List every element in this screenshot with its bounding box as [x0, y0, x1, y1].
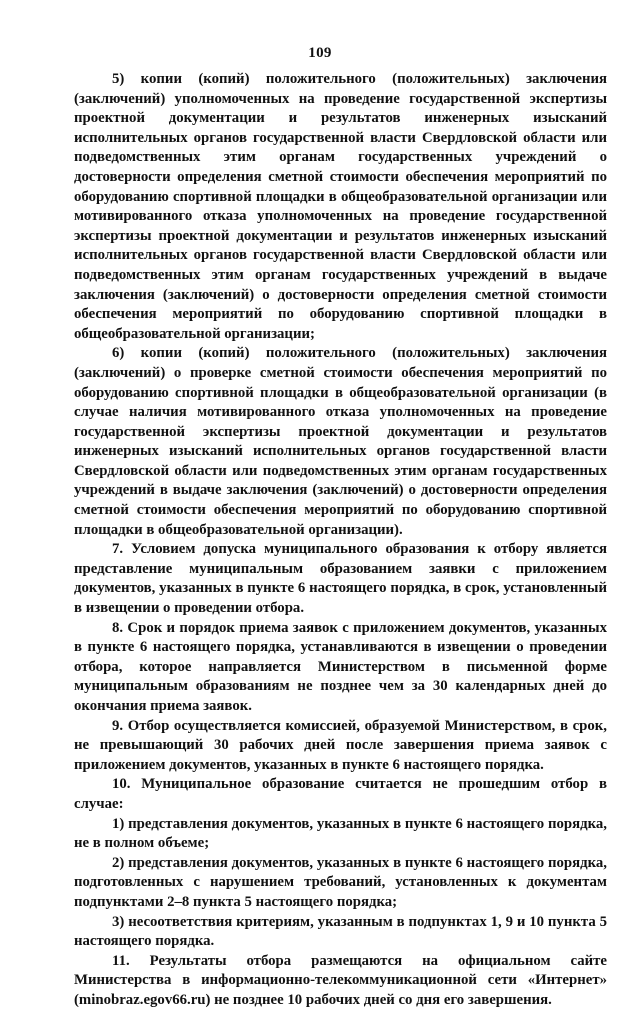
page-number: 109 — [308, 45, 332, 61]
paragraph-subitem-2: 2) представления документов, указанных в пункте 6 настоящего порядка, подготовленных с нарушением требований, установленных к документам подпунктами 2–8 пункта 5 настоящего порядка; — [74, 854, 607, 910]
paragraph-subitem-3: 3) несоответствия критериям, указанным в подпунктах 1, 9 и 10 пункта 5 настоящего порядка. — [74, 913, 607, 950]
document-body — [74, 70, 607, 1011]
paragraph-subitem-1: 1) представления документов, указанных в пункте 6 настоящего порядка, не в полном объеме; — [74, 815, 607, 852]
paragraph-clause-9: 9. Отбор осуществляется комиссией, образуемой Министерством, в срок, не превышающий 30 рабочих дней после завершения приема заявок с приложением документов, указанных в пункте 6 настоящего порядка. — [74, 717, 607, 773]
paragraph-clause-8: 8. Срок и порядок приема заявок с приложением документов, указанных в пункте 6 настоящего порядка, устанавливаются в извещении о проведении отбора, которое направляется Министерством в письменной форме муниципальным образованиям не позднее чем за 30 календарных дней до окончания приема заявок. — [74, 619, 607, 714]
paragraph-clause-7: 7. Условием допуска муниципального образования к отбору является представление муниципальным образованием заявки с приложением документов, указанных в пункте 6 настоящего порядка, в срок, установленный в извещении о проведении отбора. — [74, 541, 607, 617]
paragraph-item-6: 6) копии (копий) положительного (положительных) заключения (заключений) о проверке сметной стоимости обеспечения мероприятий по оборудованию спортивной площадки в общеобразовательной организации (в случае наличия мотивированного отказа уполномоченных на проведение государственной экспертизы проектной документации и результатов инженерных изысканий исполнительных органов государственной власти Свердловской области или подведомственных этим органам государственных учреждений в выдаче заключения (заключений) о достоверности определения сметной стоимости обеспечения мероприятий по оборудованию спортивной площадки в общеобразовательной организации). — [74, 345, 607, 538]
paragraph-clause-11: 11. Результаты отбора размещаются на официальном сайте Министерства в информационно-телекоммуникационной сети «Интернет» (minobraz.egov66.ru) не позднее 10 рабочих дней со дня его завершения. — [74, 952, 607, 1008]
paragraph-clause-10: 10. Муниципальное образование считается не прошедшим отбор в случае: — [74, 776, 607, 812]
paragraph-item-5: 5) копии (копий) положительного (положительных) заключения (заключений) уполномоченных на проведение государственной экспертизы проектной документации и результатов инженерных изысканий исполнительных органов государственной власти Свердловской области или подведомственных этим органам государственных учреждений о достоверности определения сметной стоимости обеспечения мероприятий по оборудованию спортивной площадки в общеобразовательной организации или мотивированного отказа уполномоченных на проведение государственной экспертизы проектной документации и результатов инженерных изысканий исполнительных органов государственной власти Свердловской области или подведомственных этим органам государственных учреждений в выдаче заключения (заключений) о достоверности определения сметной стоимости обеспечения мероприятий по оборудованию спортивной площадки в общеобразовательной организации; — [74, 71, 607, 342]
